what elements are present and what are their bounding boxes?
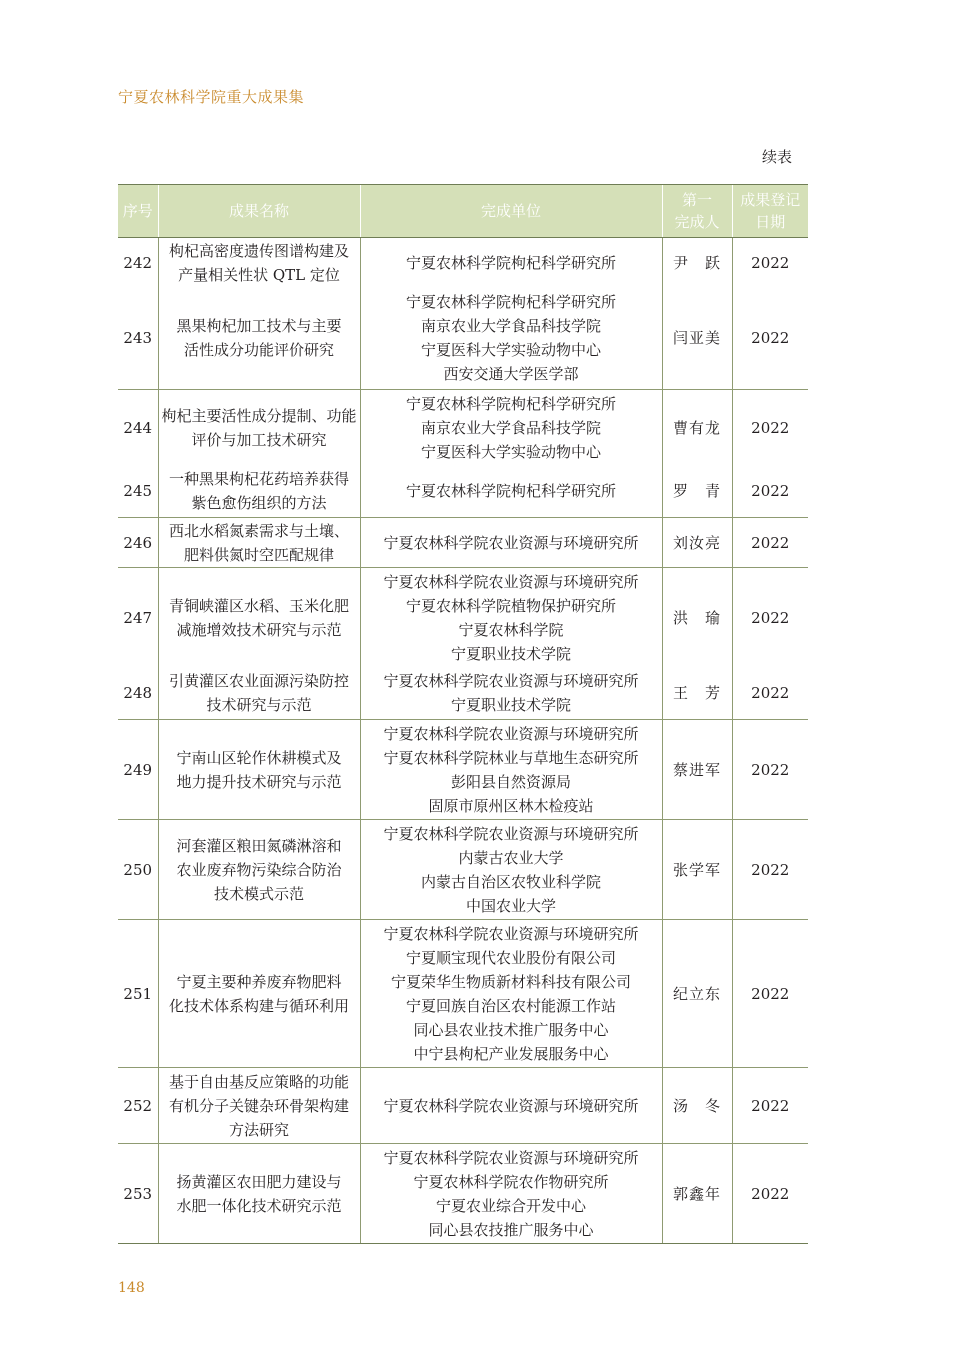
cell-reg-date: 2022 — [732, 390, 808, 466]
cell-seq: 242 — [123, 253, 153, 272]
unit-line: 宁夏农林科学院枸杞科学研究所 — [405, 394, 616, 413]
unit-line: 宁夏农林科学院农业资源与环境研究所 — [383, 1148, 639, 1167]
table-row — [118, 238, 808, 288]
unit-line: 宁夏农林科学院农业资源与环境研究所 — [383, 924, 639, 943]
cell-units — [360, 466, 662, 518]
cell-name: 宁夏主要种养废弃物肥料 化技术体系构建与循环利用 — [158, 920, 360, 1068]
cell-units — [360, 238, 662, 288]
cell-units — [360, 518, 662, 568]
cell-units — [360, 720, 662, 820]
cell-reg-date: 2022 — [732, 1144, 808, 1244]
unit-line: 宁夏职业技术学院 — [450, 644, 571, 663]
cell-first-person: 曹有龙 — [662, 390, 732, 466]
unit-line: 中国农业大学 — [465, 896, 556, 915]
continued-label: 续表 — [761, 148, 792, 166]
cell-reg-date: 2022 — [732, 568, 808, 668]
cell-name: 青铜峡灌区水稻、玉米化肥 减施增效技术研究与示范 — [158, 568, 360, 668]
cell-reg-date: 2022 — [732, 720, 808, 820]
unit-line: 宁夏农林科学院农业资源与环境研究所 — [383, 533, 639, 552]
unit-line: 同心县农技推广服务中心 — [428, 1220, 594, 1239]
cell-seq: 252 — [118, 1068, 158, 1144]
cell-name: 河套灌区粮田氮磷淋溶和 农业废弃物污染综合防治 技术模式示范 — [158, 820, 360, 920]
cell-seq: 244 — [123, 418, 153, 437]
unit-line: 宁夏农林科学院林业与草地生态研究所 — [383, 748, 639, 767]
col-header-seq: 序号 — [118, 185, 158, 238]
cell-units — [360, 668, 662, 720]
cell-reg-date: 2022 — [732, 668, 808, 720]
cell-first-person: 罗 青 — [662, 466, 732, 518]
unit-line: 宁夏荣华生物质新材料科技有限公司 — [390, 972, 631, 991]
cell-reg-date: 2022 — [732, 820, 808, 920]
cell-first-person: 洪 瑜 — [662, 568, 732, 668]
cell-seq: 246 — [118, 518, 158, 568]
cell-first-person: 王 芳 — [662, 668, 732, 720]
cell-units — [360, 1144, 662, 1244]
unit-line: 宁夏农林科学院农业资源与环境研究所 — [383, 824, 639, 843]
table-row — [118, 1068, 808, 1144]
cell-seq: 250 — [118, 820, 158, 920]
table-row — [118, 568, 808, 668]
table-row — [118, 466, 808, 518]
table-body — [118, 238, 808, 1244]
unit-line: 内蒙古农业大学 — [458, 848, 564, 867]
cell-reg-date: 2022 — [732, 518, 808, 568]
cell-first-person: 刘汝亮 — [662, 518, 732, 568]
table-row — [118, 920, 808, 1068]
cell-name: 一种黑果枸杞花药培养获得 紫色愈伤组织的方法 — [158, 466, 360, 518]
unit-line: 宁夏农林科学院植物保护研究所 — [405, 596, 616, 615]
cell-name: 基于自由基反应策略的功能 有机分子关键杂环骨架构建 方法研究 — [158, 1068, 360, 1144]
unit-line: 宁夏农林科学院农业资源与环境研究所 — [383, 672, 639, 691]
table-row — [118, 288, 808, 390]
cell-seq: 245 — [118, 466, 158, 518]
cell-seq: 249 — [118, 720, 158, 820]
running-title: 宁夏农林科学院重大成果集 — [118, 88, 305, 106]
results-table — [118, 184, 808, 1244]
cell-units — [360, 568, 662, 668]
page-number: 148 — [118, 1280, 145, 1296]
unit-line: 中宁县枸杞产业发展服务中心 — [413, 1044, 609, 1063]
cell-seq: 251 — [118, 920, 158, 1068]
cell-first-person: 尹 跃 — [662, 238, 732, 288]
unit-line: 宁夏农林科学院枸杞科学研究所 — [405, 253, 616, 272]
table-row — [118, 820, 808, 920]
cell-reg-date: 2022 — [732, 288, 808, 390]
cell-units — [360, 288, 662, 390]
cell-units — [360, 920, 662, 1068]
cell-seq: 248 — [118, 668, 158, 720]
cell-first-person: 汤 冬 — [662, 1068, 732, 1144]
unit-line: 宁夏顺宝现代农业股份有限公司 — [405, 948, 616, 967]
cell-name: 西北水稻氮素需求与土壤、 肥料供氮时空匹配规律 — [158, 518, 360, 568]
unit-line: 宁夏医科大学实验动物中心 — [420, 442, 601, 461]
unit-line: 宁夏农业综合开发中心 — [435, 1196, 586, 1215]
cell-seq: 253 — [118, 1144, 158, 1244]
unit-line: 南京农业大学食品科技学院 — [420, 418, 601, 437]
cell-reg-date: 2022 — [732, 238, 808, 288]
cell-first-person: 闫亚美 — [662, 288, 732, 390]
unit-line: 宁夏农林科学院农业资源与环境研究所 — [383, 724, 639, 743]
cell-name: 枸杞高密度遗传图谱构建及 产量相关性状 QTL 定位 — [158, 238, 360, 288]
cell-reg-date: 2022 — [732, 1068, 808, 1144]
cell-seq: 243 — [118, 288, 158, 390]
table-row — [118, 668, 808, 720]
unit-line: 宁夏回族自治区农村能源工作站 — [405, 996, 616, 1015]
cell-name: 扬黄灌区农田肥力建设与 水肥一体化技术研究示范 — [158, 1144, 360, 1244]
table-row — [118, 390, 808, 466]
cell-first-person: 蔡进军 — [662, 720, 732, 820]
cell-name: 宁南山区轮作休耕模式及 地力提升技术研究与示范 — [158, 720, 360, 820]
col-header-name: 成果名称 — [158, 185, 360, 238]
table-header-row — [118, 185, 808, 238]
table-row — [118, 1144, 808, 1244]
cell-reg-date: 2022 — [732, 920, 808, 1068]
cell-first-person: 张学军 — [662, 820, 732, 920]
col-header-first-person: 第一 完成人 — [662, 185, 732, 238]
unit-line: 宁夏农林科学院农作物研究所 — [413, 1172, 609, 1191]
unit-line: 同心县农业技术推广服务中心 — [413, 1020, 609, 1039]
unit-line: 内蒙古自治区农牧业科学院 — [420, 872, 601, 891]
cell-first-person: 纪立东 — [662, 920, 732, 1068]
unit-line: 宁夏农林科学院农业资源与环境研究所 — [383, 572, 639, 591]
cell-units — [360, 820, 662, 920]
unit-line: 宁夏农林科学院农业资源与环境研究所 — [383, 1096, 639, 1115]
unit-line: 南京农业大学食品科技学院 — [420, 317, 601, 336]
cell-name: 引黄灌区农业面源污染防控 技术研究与示范 — [158, 668, 360, 720]
cell-seq: 247 — [123, 608, 153, 627]
unit-line: 宁夏农林科学院枸杞科学研究所 — [405, 293, 616, 312]
cell-units — [360, 1068, 662, 1144]
table-row — [118, 720, 808, 820]
cell-units — [360, 390, 662, 466]
col-header-reg-date: 成果登记 日期 — [732, 185, 808, 238]
unit-line: 固原市原州区林木检疫站 — [428, 796, 594, 815]
cell-name: 枸杞主要活性成分提制、功能 评价与加工技术研究 — [158, 390, 360, 466]
unit-line: 西安交通大学医学部 — [443, 365, 579, 384]
table-row — [118, 518, 808, 568]
unit-line: 宁夏职业技术学院 — [450, 696, 571, 715]
unit-line: 宁夏医科大学实验动物中心 — [420, 341, 601, 360]
cell-first-person: 郭鑫年 — [662, 1144, 732, 1244]
unit-line: 宁夏农林科学院 — [458, 620, 564, 639]
cell-reg-date: 2022 — [732, 466, 808, 518]
unit-line: 彭阳县自然资源局 — [450, 772, 571, 791]
unit-line: 宁夏农林科学院枸杞科学研究所 — [405, 482, 616, 501]
col-header-unit: 完成单位 — [360, 185, 662, 238]
cell-name: 黑果枸杞加工技术与主要 活性成分功能评价研究 — [158, 288, 360, 390]
